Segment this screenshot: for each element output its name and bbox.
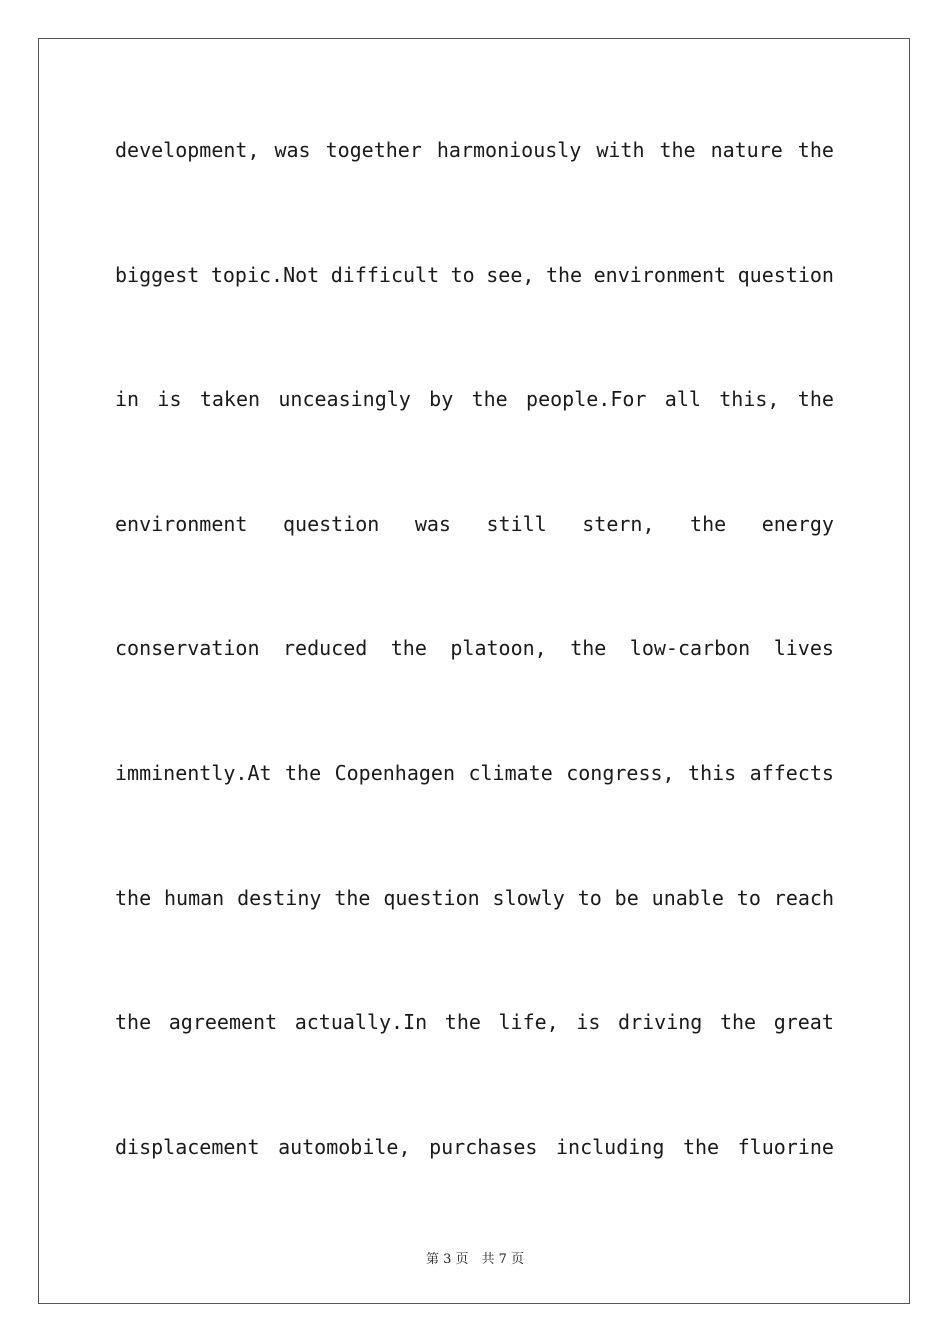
word: to [450, 262, 475, 287]
word: was [414, 511, 451, 536]
text-line-6 [115, 750, 834, 796]
word: fluorine [737, 1134, 834, 1159]
page-number: 第 3 页 共 7 页 [425, 1252, 525, 1267]
word: actually.In [294, 1010, 428, 1035]
word: congress, [566, 760, 675, 785]
word: the [797, 138, 834, 162]
word: question [737, 262, 834, 287]
word: still [486, 511, 547, 536]
word: great [773, 1010, 834, 1035]
word: imminently.At [115, 760, 272, 785]
word: the [390, 636, 427, 661]
word: nature [710, 138, 783, 162]
word: human [164, 885, 225, 910]
word: reduced [282, 636, 368, 661]
text-line-7 [115, 875, 834, 921]
word: harmoniously [436, 138, 582, 162]
word: energy [761, 511, 834, 536]
word: this, [719, 387, 780, 412]
text-line-4 [115, 501, 834, 547]
word: with [596, 138, 645, 162]
word: this [688, 760, 737, 785]
text-line-8 [115, 999, 834, 1045]
word: the [682, 1134, 720, 1159]
word: life, [498, 1010, 559, 1035]
word: taken [199, 387, 261, 412]
word: difficult [330, 262, 440, 287]
word: was [274, 138, 311, 162]
word: climate [468, 760, 553, 785]
word: Copenhagen [334, 760, 455, 785]
word: the [659, 138, 696, 162]
text-line-5 [115, 625, 834, 671]
word: destiny [237, 885, 322, 910]
word: the [444, 1010, 481, 1035]
word: low-carbon [629, 636, 751, 661]
word: by [429, 387, 454, 412]
text-line-9 [115, 1124, 834, 1170]
word: driving [618, 1010, 703, 1035]
word: the [797, 387, 834, 412]
word: topic.Not [210, 262, 320, 287]
word: the [115, 1010, 152, 1035]
word: environment [115, 511, 248, 536]
word: the [334, 885, 371, 910]
word: unceasingly [278, 387, 411, 412]
word: the [719, 1010, 757, 1035]
word: affects [749, 760, 834, 785]
word: the [570, 636, 607, 661]
word: see, [486, 262, 535, 287]
word: platoon, [450, 636, 547, 661]
word: people.For [526, 387, 647, 412]
word: displacement [115, 1134, 260, 1159]
word: automobile, [278, 1134, 411, 1159]
word: the [285, 760, 322, 785]
word: unable [651, 885, 724, 910]
word: development, [115, 138, 260, 162]
word: agreement [168, 1010, 278, 1035]
word: is [576, 1010, 601, 1035]
text-line-2 [115, 252, 834, 298]
word: together [325, 138, 422, 162]
word: the [690, 511, 727, 536]
body-text [115, 127, 834, 1248]
word: question [383, 885, 480, 910]
word: including [556, 1134, 665, 1159]
word: slowly [492, 885, 565, 910]
word: all [664, 387, 701, 412]
word: the [545, 262, 583, 287]
word: to [736, 885, 761, 910]
word: conservation [115, 636, 260, 661]
word: is [157, 387, 182, 412]
word: purchases [429, 1134, 538, 1159]
word: to [577, 885, 602, 910]
word: biggest [115, 262, 200, 287]
word: the [115, 885, 152, 910]
word: the [471, 387, 508, 412]
text-line-1 [115, 127, 834, 173]
word: lives [773, 636, 834, 661]
word: environment [593, 262, 727, 287]
word: stern, [582, 511, 655, 536]
word: in [115, 387, 140, 412]
word: reach [773, 885, 834, 910]
word: be [614, 885, 639, 910]
text-line-3 [115, 376, 834, 422]
word: question [282, 511, 380, 536]
